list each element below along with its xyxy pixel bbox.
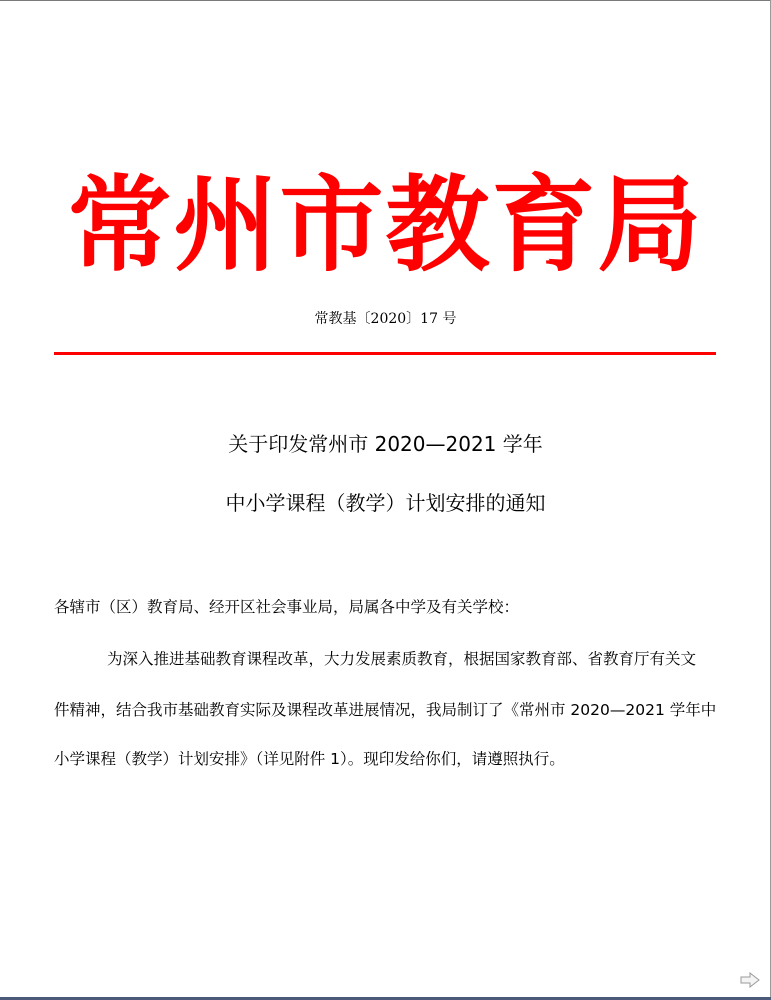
- notice-title-line-2: 中小学课程（教学）计划安排的通知: [225, 491, 546, 515]
- notice-title-line-1: 关于印发常州市 2020—2021 学年: [228, 432, 543, 456]
- agency-masthead: 常州市教育局: [67, 164, 704, 286]
- body-paragraph-line-1: 为深入推进基础教育课程改革，大力发展素质教育，根据国家教育部、省教育厅有关文: [107, 650, 697, 668]
- salutation: 各辖市（区）教育局、经开区社会事业局，局属各中学及有关学校：: [54, 598, 520, 616]
- body-paragraph-line-2: 件精神，结合我市基础教育实际及课程改革进展情况，我局制订了《常州市 2020—2021 学年中: [54, 701, 717, 719]
- body-paragraph-line-3: 小学课程（教学）计划安排》（详见附件 1）。现印发给你们，请遵照执行。: [54, 750, 565, 768]
- red-header-rule: [54, 352, 716, 355]
- document-number: 常教基〔2020〕17 号: [314, 311, 457, 327]
- next-page-arrow-icon[interactable]: [739, 972, 761, 988]
- page-top-border: [0, 0, 771, 1]
